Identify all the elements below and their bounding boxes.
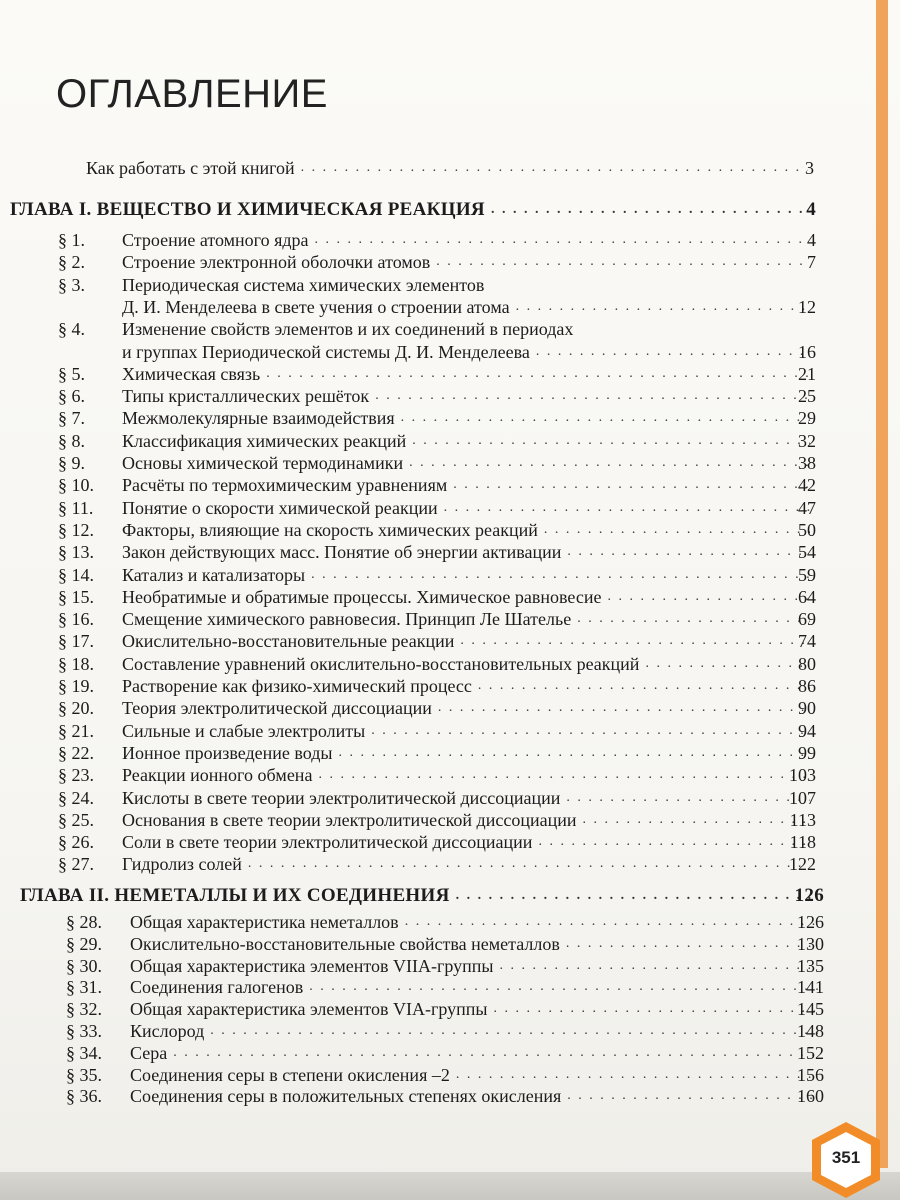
- dot-leader: [210, 1021, 818, 1041]
- toc-item: [58, 475, 816, 495]
- toc-item: [58, 698, 816, 718]
- section-number: § 26.: [58, 832, 94, 853]
- section-number: § 9.: [58, 453, 85, 473]
- section-number: § 36.: [66, 1086, 102, 1107]
- section-number: § 27.: [58, 854, 94, 875]
- section-number: § 25.: [58, 809, 94, 830]
- section-number: § 11.: [58, 497, 94, 518]
- section-number: § 21.: [58, 720, 94, 741]
- section-page: 156: [797, 1064, 824, 1085]
- dot-leader: [266, 364, 810, 384]
- toc-item: [58, 654, 816, 674]
- dot-leader: [607, 587, 810, 607]
- toc-item: [58, 765, 816, 785]
- toc-item: [58, 252, 816, 272]
- section-page: 152: [797, 1042, 824, 1063]
- chapter-1-page: 4: [806, 199, 816, 220]
- section-number: § 19.: [58, 676, 94, 696]
- toc-item: [58, 431, 816, 451]
- section-number: § 13.: [58, 542, 94, 563]
- dot-leader: [567, 1086, 818, 1106]
- section-page: 107: [789, 787, 816, 808]
- toc-item: [58, 832, 816, 852]
- section-title: Необратимые и обратимые процессы. Химическое равновесие: [122, 586, 602, 607]
- dot-leader: [173, 1043, 818, 1063]
- section-number: § 20.: [58, 698, 94, 719]
- section-page: 113: [789, 809, 816, 830]
- section-page: 21: [798, 363, 816, 384]
- chapter-2-title: ГЛАВА II. НЕМЕТАЛЛЫ И ИХ СОЕДИНЕНИЯ: [20, 885, 450, 906]
- section-page: 54: [798, 542, 816, 563]
- section-page: 38: [798, 453, 816, 473]
- section-title: Окислительно-восстановительные реакции: [122, 631, 455, 652]
- dot-leader: [412, 431, 810, 451]
- toc-item: [58, 788, 816, 808]
- toc-item: [58, 587, 816, 607]
- section-page: 50: [798, 519, 816, 540]
- toc-item: [58, 453, 816, 473]
- section-number: § 28.: [66, 912, 102, 932]
- section-title: Окислительно-восстановительные свойства неметаллов: [130, 933, 560, 954]
- section-number: § 14.: [58, 564, 94, 585]
- section-title: Общая характеристика элементов VIIA-группы: [130, 955, 494, 976]
- page-number: 351: [831, 1148, 861, 1167]
- toc-item: [58, 565, 816, 585]
- section-title: Составление уравнений окислительно-восстановительных реакций: [122, 653, 640, 674]
- toc-item-text-line1: Изменение свойств элементов и их соединений в периодах: [122, 319, 574, 340]
- section-page: 64: [798, 586, 816, 607]
- dot-leader: [493, 999, 818, 1019]
- section-number: § 29.: [66, 933, 102, 954]
- section-title: Д. И. Менделеева в свете учения о строении атома: [122, 296, 510, 317]
- toc-item: [58, 631, 816, 651]
- dot-leader: [566, 788, 810, 808]
- section-title: Кислоты в свете теории электролитической диссоциации: [122, 787, 561, 808]
- section-page: 160: [797, 1086, 824, 1107]
- section-page: 29: [798, 408, 816, 429]
- toc-item: [66, 956, 824, 976]
- section-title: Гидролиз солей: [122, 854, 242, 875]
- toc-item: [58, 498, 816, 518]
- section-title: Растворение как физико-химический процесс: [122, 676, 472, 696]
- dot-leader: [309, 977, 818, 997]
- section-number: § 15.: [58, 586, 94, 607]
- dot-leader: [460, 631, 810, 651]
- section-page: 90: [798, 698, 816, 719]
- section-title: Факторы, влияющие на скорость химических реакций: [122, 519, 538, 540]
- toc-item: [66, 934, 824, 954]
- dot-leader: [401, 408, 810, 428]
- toc-item: [66, 912, 824, 932]
- section-number: § 4.: [58, 319, 85, 340]
- dot-leader: [453, 475, 810, 495]
- toc-intro-page: 3: [805, 158, 814, 178]
- section-title: Смещение химического равновесия. Принцип Ле Шателье: [122, 609, 572, 630]
- dot-leader: [436, 252, 810, 272]
- chapter-1-title: ГЛАВА I. ВЕЩЕСТВО И ХИМИЧЕСКАЯ РЕАКЦИЯ: [10, 199, 485, 220]
- dot-leader: [536, 342, 810, 362]
- toc-item: [58, 542, 816, 562]
- dot-leader: [499, 956, 818, 976]
- dot-leader: [315, 230, 810, 250]
- toc-item-text-line1: Периодическая система химических элементов: [122, 274, 485, 295]
- section-number: § 23.: [58, 765, 94, 786]
- section-number: § 33.: [66, 1021, 102, 1041]
- toc-item: [58, 520, 816, 540]
- dot-leader: [456, 886, 818, 906]
- section-page: 4: [807, 230, 816, 250]
- dot-leader: [516, 297, 810, 317]
- chapter-1-heading: [10, 200, 816, 220]
- section-title: Реакции ионного обмена: [122, 765, 313, 786]
- section-page: 16: [798, 341, 816, 362]
- section-page: 130: [797, 933, 824, 954]
- section-title: Сильные и слабые электролиты: [122, 720, 366, 741]
- section-title: Понятие о скорости химической реакции: [122, 497, 438, 518]
- section-title: Строение электронной оболочки атомов: [122, 252, 431, 273]
- section-title: Общая характеристика элементов VIA-группы: [130, 999, 488, 1020]
- dot-leader: [248, 854, 810, 874]
- toc-row-intro: [86, 158, 814, 178]
- section-page: 145: [797, 999, 824, 1020]
- dot-leader: [645, 654, 810, 674]
- dot-leader: [577, 609, 810, 629]
- dot-leader: [438, 698, 810, 718]
- section-number: § 31.: [66, 977, 102, 998]
- dot-leader: [301, 158, 808, 178]
- dot-leader: [339, 743, 810, 763]
- toc-item: [58, 676, 816, 696]
- section-title: Закон действующих масс. Понятие об энергии активации: [122, 542, 562, 563]
- section-page: 86: [798, 676, 816, 696]
- dot-leader: [456, 1065, 818, 1085]
- section-title: Соли в свете теории электролитической диссоциации: [122, 832, 533, 853]
- section-page: 80: [798, 653, 816, 674]
- toc-item: [58, 721, 816, 741]
- dot-leader: [491, 200, 810, 220]
- section-number: § 7.: [58, 408, 85, 429]
- section-page: 135: [797, 955, 824, 976]
- dot-leader: [567, 542, 810, 562]
- section-page: 126: [797, 912, 824, 932]
- section-title: Строение атомного ядра: [122, 230, 309, 250]
- section-page: 118: [789, 832, 816, 853]
- section-number: § 1.: [58, 230, 85, 250]
- toc-item: [58, 743, 816, 763]
- section-number: § 22.: [58, 742, 94, 763]
- section-number: § 8.: [58, 430, 85, 451]
- dot-leader: [318, 765, 810, 785]
- toc-item: [58, 408, 816, 428]
- section-number: § 2.: [58, 252, 85, 273]
- section-title: Основы химической термодинамики: [122, 453, 404, 473]
- section-title: Ионное произведение воды: [122, 742, 333, 763]
- section-page: 103: [789, 765, 816, 786]
- section-page: 59: [798, 564, 816, 585]
- chapter-2-page: 126: [794, 885, 824, 906]
- section-title: Межмолекулярные взаимодействия: [122, 408, 395, 429]
- section-title: Кислород: [130, 1021, 205, 1041]
- section-page: 7: [807, 252, 816, 273]
- section-number: § 24.: [58, 787, 94, 808]
- section-number: § 16.: [58, 609, 94, 630]
- toc-intro-text: Как работать с этой книгой: [86, 158, 295, 178]
- toc-item: [66, 1043, 824, 1063]
- dot-leader: [582, 810, 810, 830]
- section-title: Типы кристаллических решёток: [122, 386, 370, 407]
- toc-item: [58, 810, 816, 830]
- section-number: § 32.: [66, 999, 102, 1020]
- toc-item: [58, 364, 816, 384]
- section-title: Химическая связь: [122, 363, 261, 384]
- section-title: Теория электролитической диссоциации: [122, 698, 432, 719]
- section-title: и группах Периодической системы Д. И. Менделеева: [122, 341, 530, 362]
- section-number: § 35.: [66, 1064, 102, 1085]
- section-page: 25: [798, 386, 816, 407]
- section-number: § 6.: [58, 386, 85, 407]
- section-title: Катализ и катализаторы: [122, 564, 306, 585]
- section-title: Соединения серы в степени окисления –2: [130, 1064, 450, 1085]
- section-title: Общая характеристика неметаллов: [130, 912, 399, 932]
- toc-item: [66, 1086, 824, 1106]
- toc-item: [58, 854, 816, 874]
- section-number: § 30.: [66, 955, 102, 976]
- dot-leader: [375, 386, 810, 406]
- toc-item: [66, 1065, 824, 1085]
- section-page: 32: [798, 430, 816, 451]
- section-page: 74: [798, 631, 816, 652]
- dot-leader: [566, 934, 818, 954]
- toc-item: [58, 609, 816, 629]
- toc-item: [66, 977, 824, 997]
- section-number: § 34.: [66, 1042, 102, 1063]
- toc-item: [58, 230, 816, 250]
- page-title: ОГЛАВЛЕНИЕ: [56, 72, 328, 116]
- section-page: 47: [798, 497, 816, 518]
- section-title: Расчёты по термохимическим уравнениям: [122, 475, 448, 496]
- section-title: Сера: [130, 1042, 168, 1063]
- dot-leader: [538, 832, 810, 852]
- section-number: § 12.: [58, 519, 94, 540]
- section-number: § 17.: [58, 631, 94, 652]
- toc-item: [66, 999, 824, 1019]
- page-number-badge: [810, 1120, 882, 1200]
- section-number: § 18.: [58, 653, 94, 674]
- section-page: 141: [797, 977, 824, 998]
- dot-leader: [371, 721, 810, 741]
- chapter-2-heading: [20, 886, 824, 906]
- dot-leader: [405, 912, 818, 932]
- section-page: 94: [798, 720, 816, 741]
- section-title: Соединения галогенов: [130, 977, 304, 998]
- section-title: Основания в свете теории электролитической диссоциации: [122, 809, 577, 830]
- section-number: § 10.: [58, 475, 94, 496]
- toc-item: [58, 386, 816, 406]
- dot-leader: [478, 676, 810, 696]
- dot-leader: [311, 565, 810, 585]
- section-page: 99: [798, 742, 816, 763]
- dot-leader: [409, 453, 810, 473]
- section-page: 148: [797, 1021, 824, 1041]
- section-page: 122: [789, 854, 816, 875]
- section-title: Классификация химических реакций: [122, 430, 407, 451]
- section-page: 42: [798, 475, 816, 496]
- dot-leader: [544, 520, 810, 540]
- dot-leader: [444, 498, 810, 518]
- section-number: § 5.: [58, 363, 85, 384]
- section-page: 12: [798, 296, 816, 317]
- section-page: 69: [798, 609, 816, 630]
- toc-item: [66, 1021, 824, 1041]
- section-title: Соединения серы в положительных степенях окисления: [130, 1086, 562, 1107]
- section-number: § 3.: [58, 274, 85, 295]
